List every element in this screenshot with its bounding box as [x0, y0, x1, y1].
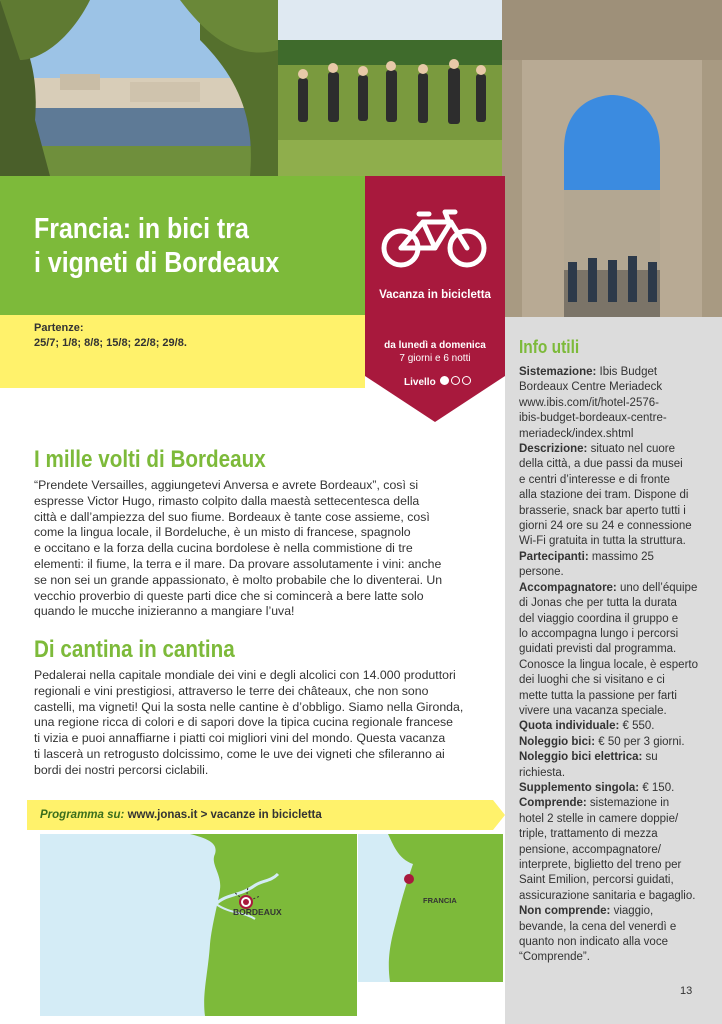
- level-label: Livello: [404, 376, 436, 388]
- info-line: [519, 950, 714, 965]
- info-line: [519, 812, 714, 827]
- info-line: [519, 935, 714, 950]
- body-line: bordi dei nostri percorsi ciclabili.: [34, 762, 209, 777]
- info-line: [519, 858, 714, 873]
- info-line: [519, 473, 714, 488]
- info-value: di Jonas che per tutta la durata: [519, 597, 677, 610]
- info-line: [519, 843, 714, 858]
- title-line-2: i vigneti di Bordeaux: [34, 247, 280, 279]
- section-heading-1: I mille volti di Bordeaux: [34, 446, 266, 473]
- location-dot: [403, 873, 415, 885]
- info-value: “Comprende”.: [519, 951, 590, 964]
- info-line: [519, 673, 714, 688]
- info-line: [519, 904, 714, 919]
- badge-label: Vacanza in bicicletta: [379, 289, 491, 301]
- info-line: [519, 704, 714, 719]
- info-key: Supplemento singola:: [519, 781, 640, 794]
- info-line: [519, 596, 714, 611]
- info-value: massimo 25: [588, 550, 654, 563]
- info-value: Ibis Budget: [596, 366, 658, 378]
- body-line: quando le mucche inizieranno a mangiare l’uva!: [34, 604, 295, 619]
- body-line: e occitano e la forza della cucina bordolese è nella commistione di tre: [34, 541, 413, 556]
- info-value: sistemazione in: [586, 797, 670, 810]
- info-value: della città, a due passi da musei: [519, 458, 683, 471]
- info-line: [519, 380, 714, 395]
- info-line: [519, 627, 714, 642]
- info-value: giorni 24 ore su 24 e connessione: [519, 520, 692, 533]
- info-value: richiesta.: [519, 766, 566, 779]
- info-line: [519, 457, 714, 472]
- info-value: € 550.: [619, 720, 655, 733]
- city-label: BORDEAUX: [233, 907, 282, 917]
- info-line: [519, 612, 714, 627]
- body-line: come la lingua locale, il Bordeluche, è un misto di francese, spagnolo: [34, 525, 411, 540]
- section-body-1: [34, 478, 442, 620]
- level-dots: [440, 376, 473, 388]
- info-value: ibis-budget-bordeaux-centre-: [519, 412, 667, 425]
- body-line: ti vizia e puoi annaffiarne i piatti coi migliori vini del mondo. Questa vacanza: [34, 731, 446, 746]
- info-line: [519, 781, 714, 796]
- info-line: [519, 504, 714, 519]
- info-value: pensione, accompagnatore/: [519, 843, 661, 856]
- info-value: meriadeck/index.shtml: [519, 427, 634, 440]
- map-bordeaux-region: [40, 834, 357, 1016]
- info-line: [519, 642, 714, 657]
- info-value: triple, trattamento di mezza: [519, 828, 658, 841]
- body-line: espresse Victor Hugo, rimasto colpito dalla maestà settecentesca della: [34, 493, 420, 508]
- level-dot: [462, 376, 471, 385]
- page-title: [34, 212, 309, 280]
- photo-group-vineyard: [278, 0, 502, 176]
- info-value: Bordeaux Centre Meriadeck: [519, 381, 663, 394]
- info-key: Non comprende:: [519, 905, 611, 918]
- info-line: [519, 873, 714, 888]
- info-value: € 150.: [639, 781, 675, 794]
- photo-porte-cailhau: [502, 0, 722, 317]
- info-line: [519, 796, 714, 811]
- info-value: e centri d’interesse e di fronte: [519, 473, 670, 486]
- info-value: Saint Emilion, percorsi guidati,: [519, 874, 674, 887]
- body-line: una regione ricca di colori e di sapori dove la tipica cucina regionale francese: [34, 715, 454, 730]
- info-value: guidati previsti dal programma.: [519, 643, 677, 656]
- programma-link[interactable]: www.jonas.it > vacanze in bicicletta: [127, 809, 322, 821]
- info-value: hotel 2 stelle in camere doppie/: [519, 812, 679, 825]
- info-line: [519, 735, 714, 750]
- section-heading-2: Di cantina in cantina: [34, 636, 235, 663]
- info-line: [519, 719, 714, 734]
- info-title: Info utili: [519, 337, 580, 357]
- info-key: Comprende:: [519, 797, 587, 810]
- page-number: 13: [680, 985, 693, 997]
- info-key: Accompagnatore:: [519, 581, 617, 594]
- info-line: [519, 689, 714, 704]
- info-key: Quota individuale:: [519, 720, 620, 733]
- section-body-2: [34, 668, 463, 779]
- map-france: [358, 834, 503, 982]
- info-line: [519, 442, 714, 457]
- info-value: lo accompagna lungo i percorsi: [519, 627, 679, 640]
- body-line: vecchio proverbio di queste parti dice che si comincerà a bere latte solo: [34, 588, 424, 603]
- info-line: [519, 550, 714, 565]
- body-line: ti lascerà un retrogusto dolcissimo, come le uve dei vigneti che sfileranno ai: [34, 746, 445, 761]
- info-line: [519, 827, 714, 842]
- info-value: vivere una vacanza speciale.: [519, 704, 667, 717]
- info-value: uno dell’équipe: [616, 581, 698, 594]
- info-value: viaggio,: [610, 905, 654, 918]
- info-value: situato nel cuore: [587, 443, 675, 456]
- departures-label: Partenze:: [34, 322, 84, 334]
- info-body: [519, 365, 714, 966]
- info-line: [519, 658, 714, 673]
- badge-days: da lunedì a domenica: [384, 340, 486, 351]
- info-key: Noleggio bici elettrica:: [519, 751, 643, 764]
- programma-label: Programma su:: [40, 809, 125, 821]
- info-value: Wi-Fi gratuita in tutta la struttura.: [519, 535, 686, 548]
- info-value: mette tutta la passione per farti: [519, 689, 677, 702]
- difficulty-level: [404, 376, 473, 388]
- info-line: [519, 766, 714, 781]
- info-line: [519, 581, 714, 596]
- level-dot: [451, 376, 460, 385]
- info-value: interprete, biglietto del treno per: [519, 859, 682, 871]
- info-line: [519, 920, 714, 935]
- info-key: Noleggio bici:: [519, 735, 596, 748]
- badge-nights: 7 giorni e 6 notti: [399, 353, 471, 364]
- body-line: castelli, ma vigneti! Qui la sosta nelle cantine è d’obbligo. Siamo nella Gironda,: [34, 699, 464, 714]
- info-line: [519, 411, 714, 426]
- body-line: città e dall’ampiezza del suo fiume. Bordeaux è tante cose assieme, così: [34, 509, 430, 524]
- info-line: [519, 427, 714, 442]
- info-line: [519, 565, 714, 580]
- info-value: brasserie, snack bar aperto tutti i: [519, 504, 686, 517]
- info-line: [519, 365, 714, 380]
- programma-line: [40, 809, 322, 821]
- body-line: elementi: il fiume, la terra e il mare. Da provare assolutamente i vini: anche: [34, 556, 442, 571]
- info-value: Conosce la lingua locale, è esperto: [519, 658, 699, 671]
- info-key: Sistemazione:: [519, 366, 597, 378]
- level-dot: [440, 376, 449, 385]
- info-line: [519, 488, 714, 503]
- country-label: FRANCIA: [423, 896, 457, 905]
- info-value: del viaggio coordina il gruppo e: [519, 612, 679, 625]
- body-line: “Prendete Versailles, aggiungetevi Anversa e avrete Bordeaux”, così si: [34, 478, 419, 492]
- info-line: [519, 519, 714, 534]
- info-line: [519, 889, 714, 904]
- info-value: www.ibis.com/it/hotel-2576-: [519, 396, 659, 409]
- body-line: Pedalerai nella capitale mondiale dei vini e degli alcolici con 14.000 produttori: [34, 668, 456, 682]
- body-line: se non sei un grande appassionato, è molto probabile che lo diventerai. Un: [34, 572, 443, 587]
- departures-dates: 25/7; 1/8; 8/8; 15/8; 22/8; 29/8.: [34, 337, 187, 349]
- info-value: alla stazione dei tram. Dispone di: [519, 489, 689, 502]
- info-key: Descrizione:: [519, 443, 588, 456]
- info-value: bevande, la cena del venerdì e: [519, 920, 677, 933]
- info-value: assicurazione sanitaria e bagaglio.: [519, 889, 696, 902]
- info-key: Partecipanti:: [519, 550, 589, 563]
- info-line: [519, 396, 714, 411]
- bicycle-icon: [379, 208, 491, 270]
- info-value: quanto non indicato alla voce: [519, 936, 668, 949]
- info-value: € 50 per 3 giorni.: [595, 735, 685, 748]
- info-value: persone.: [519, 566, 564, 579]
- info-line: [519, 750, 714, 765]
- body-line: regionali e vini prestigiosi, attraverso le terre dei châteaux, che non sono: [34, 683, 429, 698]
- photo-bordeaux-riverfront: [0, 0, 278, 176]
- info-line: [519, 534, 714, 549]
- title-line-1: Francia: in bici tra: [34, 213, 249, 245]
- info-value: dei luoghi che si visitano e ci: [519, 674, 665, 687]
- info-value: su: [642, 751, 658, 764]
